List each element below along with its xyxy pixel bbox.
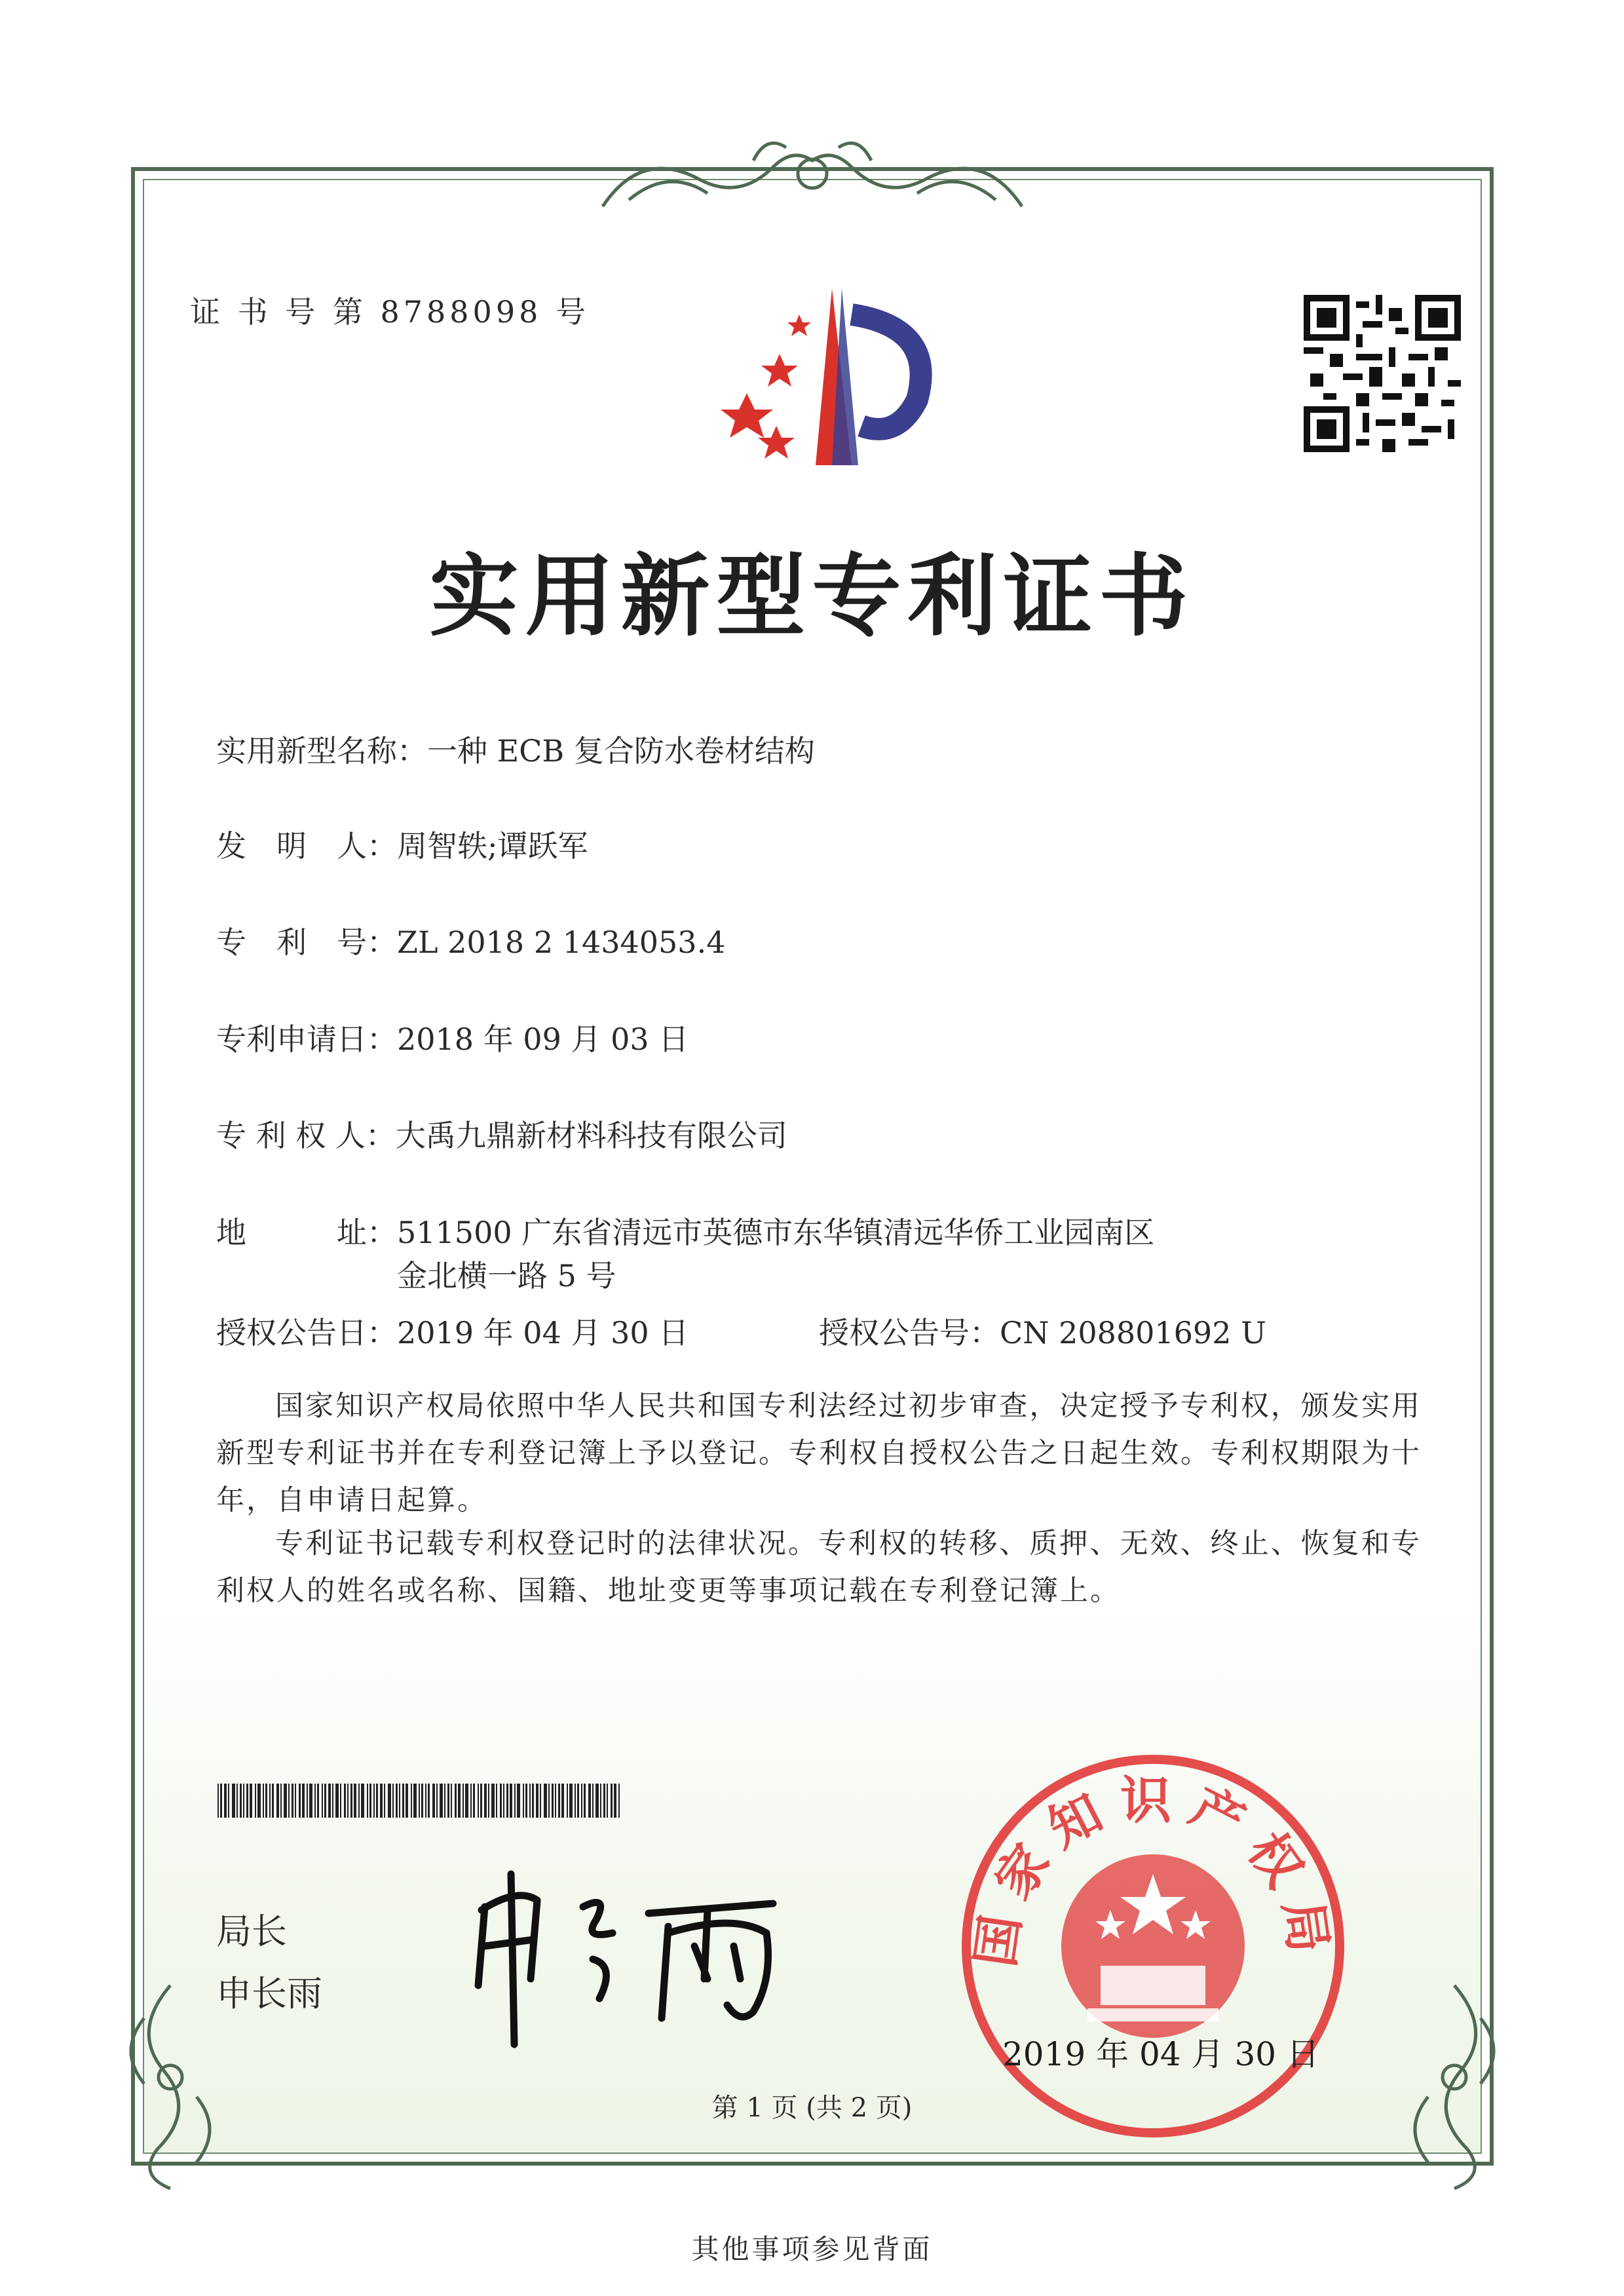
app-date-value: 2018 年 09 月 03 日 xyxy=(397,1022,689,1057)
grant-date-row xyxy=(216,1309,689,1352)
top-ornament-icon xyxy=(590,121,1035,220)
paragraph-legal-status: 专利证书记载专利权登记时的法律状况。专利权的转移、质押、无效、终止、恢复和专利权人的姓名或名称、国籍、地址变更等事项记载在专利登记簿上。 xyxy=(216,1527,1422,1607)
grant-no-label: 授权公告号： xyxy=(819,1315,1000,1350)
page-number: 第 1 页 (共 2 页) xyxy=(711,2093,913,2123)
grant-number-row xyxy=(819,1309,1266,1352)
certificate-number: 证 书 号 第 8788098 号 xyxy=(190,294,590,330)
patent-office-logo-icon xyxy=(701,275,950,472)
patent-no-label: 专 利 号： xyxy=(216,925,397,960)
seal-date: 2019 年 04 月 30 日 xyxy=(1002,2035,1319,2073)
address-line-2: 金北横一路 5 号 xyxy=(397,1258,616,1293)
signature-title: 局长 xyxy=(216,1911,287,1952)
application-date-row xyxy=(216,1016,689,1059)
address-line-1: 511500 广东省清远市英德市东华镇清远华侨工业园南区 xyxy=(397,1215,1155,1250)
paragraph-grant-statement: 国家知识产权局依照中华人民共和国专利法经过初步审查，决定授予专利权，颁发实用新型专利证书并在专利登记簿上予以登记。专利权自授权公告之日起生效。专利权期限为十年，自申请日起算。 xyxy=(216,1390,1422,1517)
address-row xyxy=(216,1209,1154,1295)
address-label: 地 址： xyxy=(216,1215,397,1250)
seal-text: 国家知识产权局 xyxy=(966,1771,1340,1971)
certificate-title: 实用新型专利证书 xyxy=(429,544,1195,649)
name-value: 一种 ECB 复合防水卷材结构 xyxy=(427,733,815,769)
utility-model-name-row xyxy=(216,727,815,771)
signature-name: 申长雨 xyxy=(216,1973,322,2014)
patent-no-value: ZL 2018 2 1434053.4 xyxy=(397,925,726,960)
barcode-icon xyxy=(217,1784,624,1818)
app-date-label: 专利申请日： xyxy=(216,1022,397,1057)
grant-date-label: 授权公告日： xyxy=(216,1315,397,1350)
patentee-row xyxy=(216,1112,787,1155)
inventor-label: 发 明 人： xyxy=(216,828,397,864)
inventor-value: 周智轶;谭跃军 xyxy=(397,828,588,864)
inventor-row xyxy=(216,822,588,866)
grant-date-value: 2019 年 04 月 30 日 xyxy=(397,1315,689,1350)
qr-code-icon xyxy=(1304,295,1461,452)
grant-no-value: CN 208801692 U xyxy=(1000,1315,1266,1350)
official-seal-icon xyxy=(956,1750,1350,2143)
holder-value: 大禹九鼎新材料科技有限公司 xyxy=(395,1118,787,1153)
patent-number-row xyxy=(216,919,725,962)
holder-label: 专 利 权 人： xyxy=(216,1118,396,1153)
footer-note: 其他事项参见背面 xyxy=(691,2233,933,2265)
name-label: 实用新型名称： xyxy=(216,733,427,769)
handwritten-signature-icon xyxy=(459,1848,825,2057)
